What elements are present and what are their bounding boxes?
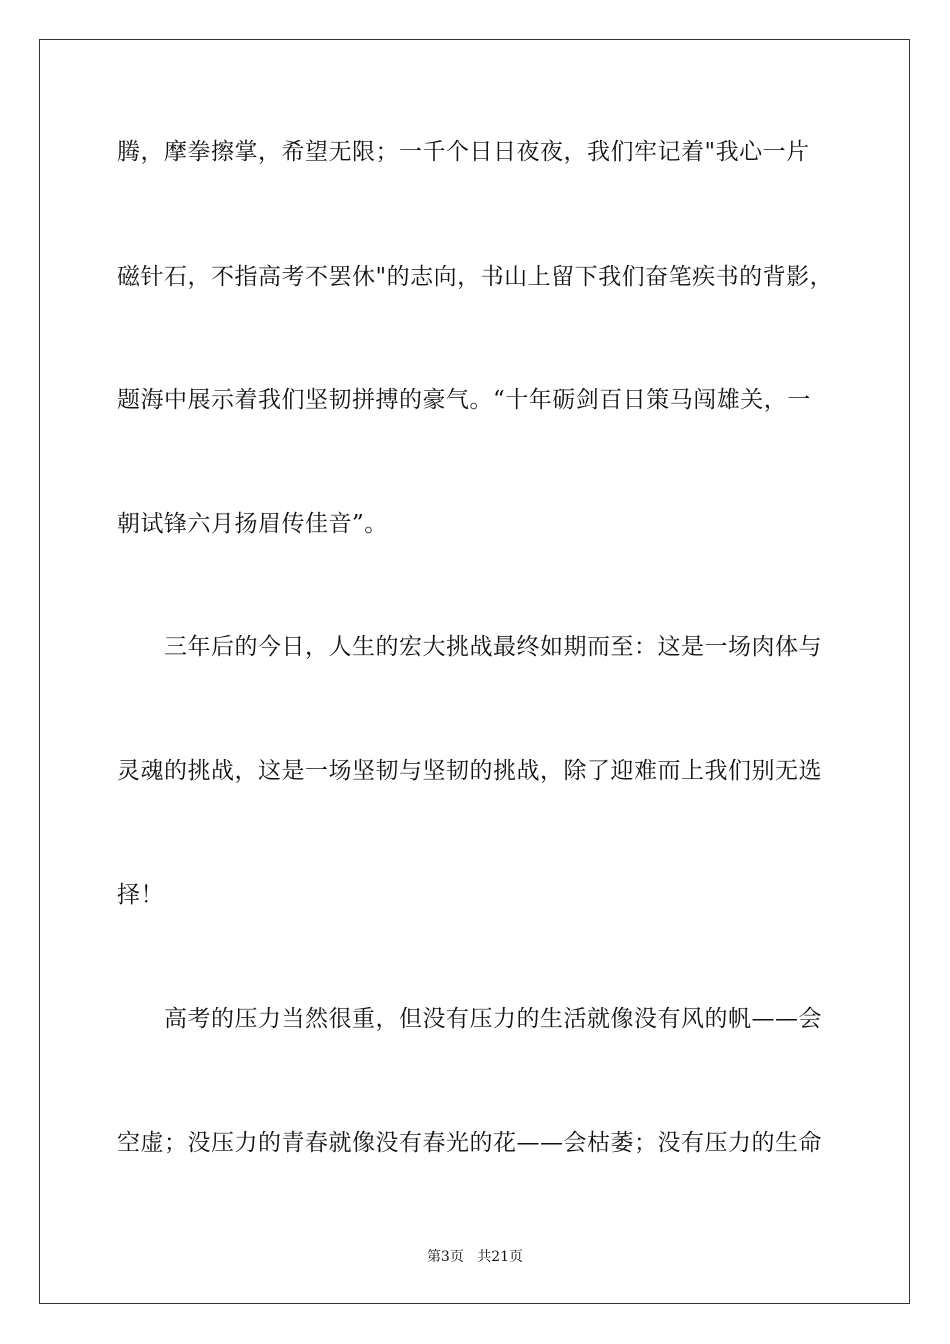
text-line: 朝试锋六月扬眉传佳音”。	[117, 511, 388, 537]
text-line: 灵魂的挑战，这是一场坚韧与坚韧的挑战，除了迎难而上我们别无选	[117, 758, 822, 784]
text-line: 腾，摩拳擦掌，希望无限；一千个日日夜夜，我们牢记着"我心一片	[117, 139, 810, 165]
text-line: 空虚；没压力的青春就像没有春光的花——会枯萎；没有压力的生命	[117, 1130, 822, 1156]
page-number: 第3页	[426, 1249, 464, 1265]
text-line: 题海中展示着我们坚韧拼搏的豪气。“十年砺剑百日策马闯雄关，一	[117, 387, 811, 413]
paragraph-start-line: 高考的压力当然很重，但没有压力的生活就像没有风的帆——会	[164, 1006, 822, 1032]
paragraph-start-line: 三年后的今日，人生的宏大挑战最终如期而至：这是一场肉体与	[164, 634, 822, 660]
text-line: 择！	[117, 882, 164, 908]
page-footer	[0, 1248, 950, 1266]
text-line: 磁针石，不指高考不罢休"的志向，书山上留下我们奋笔疾书的背影，	[117, 264, 834, 290]
page-frame	[39, 39, 910, 1304]
total-pages: 共21页	[477, 1249, 524, 1265]
